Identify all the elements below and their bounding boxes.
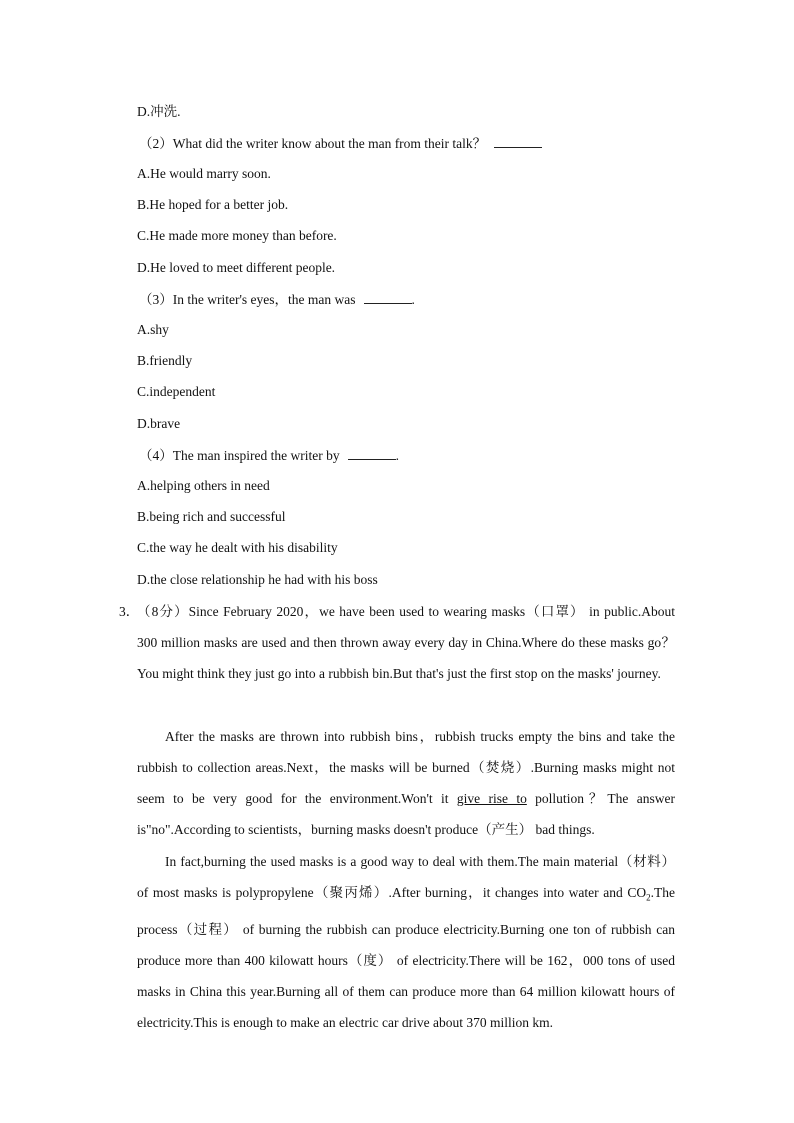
question-3-stem (139, 289, 415, 310)
q4-option-d: D.the close relationship he had with his boss (137, 572, 378, 587)
answer-blank (494, 133, 542, 148)
question-2-text: （2）What did the writer know about the man from their talk？ (139, 136, 487, 151)
q2-option-d: D.He loved to meet different people. (137, 260, 336, 275)
p3-text-a: In fact,burning the used masks is a good way to deal with them.The main material（材料） of most masks is polypropylene（聚丙烯）.After burning，it changes into water and CO (137, 854, 675, 900)
q3-option-a: A.shy (137, 322, 169, 337)
q2-option-c: C.He made more money than before. (137, 228, 337, 243)
answer-blank (348, 445, 396, 460)
q4-option-c: C.the way he dealt with his disability (137, 540, 338, 555)
q1-option-d: D.冲洗. (137, 104, 181, 119)
passage-paragraph-3 (137, 846, 675, 1038)
p2-text-a: After the masks are thrown into rubbish bins，rubbish trucks empty the bins and take the rubbish to collection areas.Next，the masks will be burned（焚烧）.Burning masks might not seem to be very good for the environment.Won't it (137, 729, 675, 806)
stem-end: . (395, 448, 399, 463)
q4-option-a: A.helping others in need (137, 478, 270, 493)
p2-text-b: pollution？The answer is"no".According to scientists，burning masks doesn't produce（产生） bad things. (137, 791, 675, 837)
question-4-text: （4）The man inspired the writer by (139, 448, 340, 463)
q3-option-c: C.independent (137, 384, 216, 399)
q2-option-a: A.He would marry soon. (137, 166, 271, 181)
q2-option-b: B.He hoped for a better job. (137, 197, 289, 212)
p3-text-b: .The process（过程） of burning the rubbish can produce electricity.Burning one ton of rubbish can produce more than 400 kilowatt hours（度） of electricity.There will be 162，000 tons of used masks in China this year.Burning all of them can produce more than 64 million kilowatt hours of electricity.This is enough to make an electric car drive about 370 million km. (137, 885, 675, 1030)
question-4-stem (139, 445, 399, 466)
question-number: 3． (119, 604, 140, 619)
underlined-phrase: give rise to (456, 791, 527, 806)
q4-option-b: B.being rich and successful (137, 509, 286, 524)
passage-paragraph-1: （8分）Since February 2020，we have been used to wearing masks（口罩） in public.About 300 million masks are used and then thrown away every day in China.Where do these masks go？You might think they just go into a rubbish bin.But that's just the first stop on the masks' journey. (137, 604, 675, 681)
answer-blank (364, 289, 412, 304)
passage-paragraph-2 (137, 721, 675, 845)
question-2-stem (139, 133, 542, 154)
q3-option-b: B.friendly (137, 353, 193, 368)
question-3-text: （3）In the writer's eyes，the man was (139, 292, 356, 307)
stem-end: . (411, 292, 415, 307)
q3-option-d: D.brave (137, 416, 181, 431)
subscript: 2 (646, 892, 651, 903)
